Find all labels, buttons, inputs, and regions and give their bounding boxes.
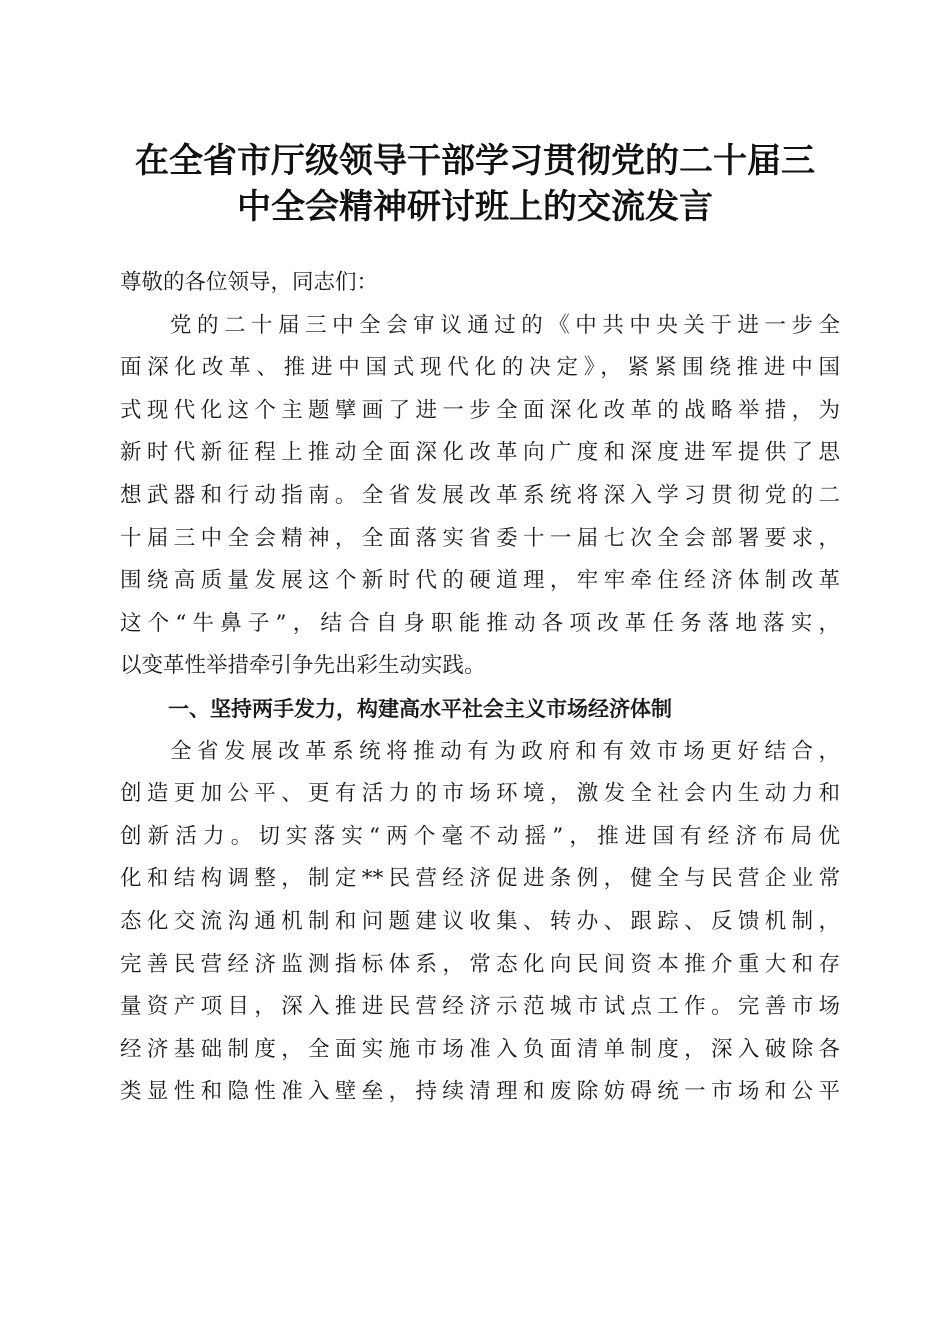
paragraph-line: 党的二十届三中全会审议通过的《中共中央关于进一步全 xyxy=(170,312,840,338)
paragraph-line: 创新活力。切实落实“两个毫不动摇”，推进国有经济布局优 xyxy=(120,823,840,849)
paragraph-line: 想武器和行动指南。全省发展改革系统将深入学习贯彻党的二 xyxy=(120,482,840,508)
paragraph-line: 化和结构调整，制定**民营经济促进条例，健全与民营企业常 xyxy=(120,866,840,892)
paragraph-line: 完善民营经济监测指标体系，常态化向民间资本推介重大和存 xyxy=(120,951,840,977)
paragraph-line: 类显性和隐性准入壁垒，持续清理和废除妨碍统一市场和公平 xyxy=(120,1079,840,1105)
paragraph-line: 全省发展改革系统将推动有为政府和有效市场更好结合， xyxy=(170,738,840,764)
section-heading-1: 一、坚持两手发力，构建高水平社会主义市场经济体制 xyxy=(168,696,672,721)
paragraph-line: 态化交流沟通机制和问题建议收集、转办、跟踪、反馈机制， xyxy=(120,908,840,934)
salutation: 尊敬的各位领导，同志们： xyxy=(120,270,379,295)
title-line-2: 中全会精神研讨班上的交流发言 xyxy=(237,187,713,227)
paragraph-line: 以变革性举措牵引争先出彩生动实践。 xyxy=(120,653,486,679)
paragraph-section-1 xyxy=(120,731,840,1114)
paragraph-intro xyxy=(120,305,840,688)
title-line-1: 在全省市厅级领导干部学习贯彻党的二十届三 xyxy=(135,141,815,181)
paragraph-line: 新时代新征程上推动全面深化改革向广度和深度进军提供了思 xyxy=(120,440,840,466)
paragraph-line: 围绕高质量发展这个新时代的硬道理，牢牢牵住经济体制改革 xyxy=(120,568,840,594)
paragraph-line: 创造更加公平、更有活力的市场环境，激发全社会内生动力和 xyxy=(120,781,840,807)
document-body xyxy=(120,262,840,1114)
paragraph-line: 量资产项目，深入推进民营经济示范城市试点工作。完善市场 xyxy=(120,994,840,1020)
paragraph-line: 这个“牛鼻子”，结合自身职能推动各项改革任务落地落实， xyxy=(120,610,840,636)
paragraph-line: 面深化改革、推进中国式现代化的决定》，紧紧围绕推进中国 xyxy=(120,355,840,381)
document-title xyxy=(110,138,840,230)
paragraph-line: 十届三中全会精神，全面落实省委十一届七次全会部署要求， xyxy=(120,525,840,551)
paragraph-line: 经济基础制度，全面实施市场准入负面清单制度，深入破除各 xyxy=(120,1036,840,1062)
paragraph-line: 式现代化这个主题擘画了进一步全面深化改革的战略举措，为 xyxy=(120,397,840,423)
